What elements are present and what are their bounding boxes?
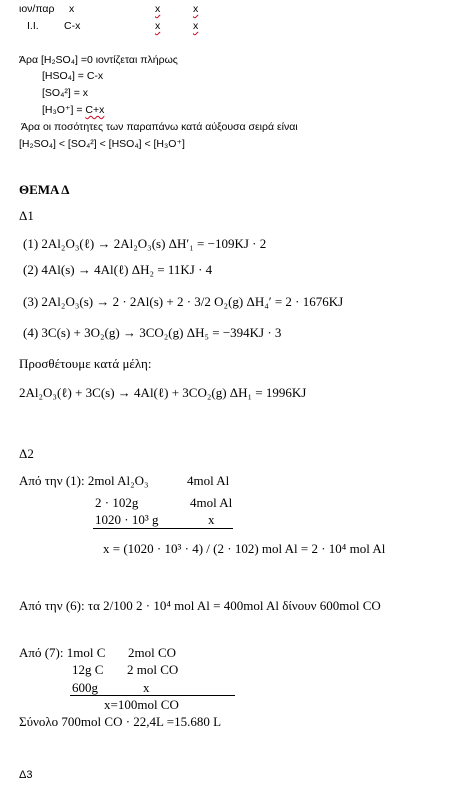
proportion-row-b-right: x [208,512,215,527]
text-line: Άρα [H₂SO₄] =0 ιοντίζεται πλήρως [19,54,178,66]
text-line: Άρα οι ποσότητες των παραπάνω κατά αύξουσα σειρά είναι [21,121,298,133]
equation-1: (1) 2Al₂O₃(ℓ) → 2Al₂O₃(s) ΔH′₁ = −109KJ · 2 [23,236,267,251]
proportion-row-a-left: 2 · 102g [95,495,139,510]
ion-row1-c2: x [155,3,161,15]
ion-row2-label: I.I. [27,20,39,32]
ion-row1-c3: x [193,3,199,15]
from-eq7: Από (7): 1mol C [19,645,106,660]
x-calculation: x = (1020 · 10³ · 4) / (2 · 102) mol Al = 2 · 10⁴ mol Al [103,541,386,556]
text-line: [H₂SO₄] < [SO₄²] < [HSO₄] < [H₃O⁺] [19,138,185,150]
from-eq7-right: 2mol CO [128,645,177,660]
ion-row2-c3: x [193,20,199,32]
proportion-row-a-right: 4mol Al [190,495,233,510]
text-line: [H₃O⁺] = C+x [42,104,105,116]
proportion7-rule [70,695,235,696]
equation-2: (2) 4Al(s) → 4Al(ℓ) ΔH₂ = 11KJ · 4 [23,262,213,277]
proportion7-row-b-left: 600g [72,680,98,695]
text-line: [SO₄²] = x [42,87,89,99]
equation-4: (4) 3C(s) + 3O₂(g) → 3CO₂(g) ΔH₅ = −394KJ · 3 [23,325,282,340]
proportion7-row-b-right: x [143,680,150,695]
section-d2-label: Δ2 [19,446,34,461]
total-volume: Σύνολο 700mol CO · 22,4L =15.680 L [19,714,222,729]
text-line: [HSO₄] = C-x [42,70,104,82]
ion-row2-c2: x [155,20,161,32]
equation-3: (3) 2Al₂O₃(s) → 2 · 2Al(s) + 2 · 3/2 O₂(g) ΔH₄′ = 2 · 1676KJ [23,294,344,309]
section-d3-label: Δ3 [19,769,33,781]
from-eq1-right: 4mol Al [187,473,230,488]
proportion-rule [93,528,233,529]
proportion-row-b-left: 1020 · 10³ g [95,512,159,527]
proportion7-result: x=100mol CO [104,697,179,712]
proportion7-row-a-left: 12g C [72,662,104,677]
theme-heading: ΘΕΜΑ Δ [19,182,70,197]
ion-row2-c1: C-x [64,20,81,32]
proportion7-row-a-right: 2 mol CO [127,662,179,677]
ion-row1-label: ιον/παρ [19,3,55,15]
from-eq1: Από την (1): 2mol Al₂O₃ [19,473,149,488]
sum-equation: 2Al₂O₃(ℓ) + 3C(s) → 4Al(ℓ) + 3CO₂(g) ΔH₁ = 1996KJ [19,385,307,400]
sum-label: Προσθέτουμε κατά μέλη: [19,356,152,371]
from-eq6: Από την (6): τα 2/100 2 · 10⁴ mol Al = 400mol Al δίνουν 600mol CO [19,598,381,613]
section-d1-label: Δ1 [19,208,34,223]
ion-row1-c1: x [69,3,75,15]
